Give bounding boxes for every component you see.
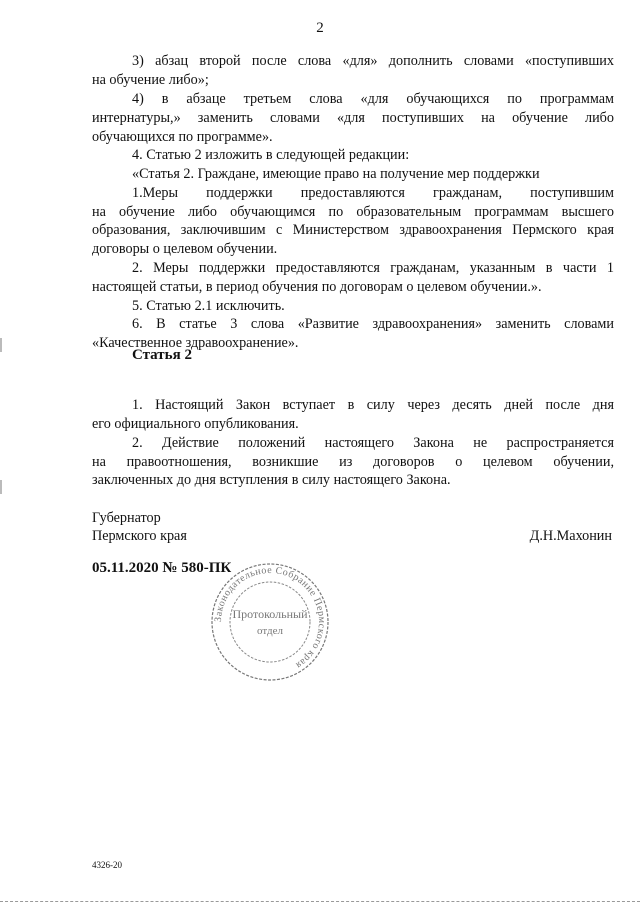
stamp-center-line1: Протокольный bbox=[232, 607, 308, 621]
body-line: на обучение либо»; bbox=[92, 72, 209, 88]
body-line: интернатуры,» заменить словами «для поступивших на обучение либо bbox=[92, 110, 614, 126]
body-line: 6. В статье 3 слова «Развитие здравоохранения» заменить словами bbox=[132, 316, 614, 332]
body-line: договоры о целевом обучении. bbox=[92, 241, 278, 257]
body-line: 1.Меры поддержки предоставляются гражданам, поступившим bbox=[132, 185, 614, 201]
signatory-title-line2: Пермского края bbox=[92, 528, 187, 544]
scan-edge-mark bbox=[0, 480, 2, 494]
article-heading: Статья 2 bbox=[132, 347, 192, 363]
body-line: 1. Настоящий Закон вступает в силу через десять дней после дня bbox=[132, 397, 614, 413]
body-line: настоящей статьи, в период обучения по договорам о целевом обучении.». bbox=[92, 279, 542, 295]
body-line: образования, заключившим с Министерством здравоохранения Пермского края bbox=[92, 222, 614, 238]
body-line: на обучение либо обучающимся по образовательным программам высшего bbox=[92, 204, 614, 220]
law-date-number: 05.11.2020 № 580-ПК bbox=[92, 560, 232, 576]
body-line: 3) абзац второй после слова «для» дополнить словами «поступивших bbox=[132, 53, 614, 69]
scan-edge-mark bbox=[0, 338, 2, 352]
body-line: 2. Меры поддержки предоставляются гражданам, указанным в части 1 bbox=[132, 260, 614, 276]
official-stamp bbox=[205, 560, 335, 685]
body-line: обучающихся по программе». bbox=[92, 129, 273, 145]
body-line: заключенных до дня вступления в силу настоящего Закона. bbox=[92, 472, 451, 488]
page-number: 2 bbox=[316, 20, 324, 36]
document-code: 4326-20 bbox=[92, 860, 122, 870]
body-line: на правоотношения, возникшие из договоров о целевом обучении, bbox=[92, 454, 614, 470]
body-line: 4) в абзаце третьем слова «для обучающихся по программам bbox=[132, 91, 614, 107]
body-line: его официального опубликования. bbox=[92, 416, 299, 432]
scan-bottom-rule bbox=[0, 901, 640, 902]
body-line: 5. Статью 2.1 исключить. bbox=[132, 298, 285, 314]
signatory-name: Д.Н.Махонин bbox=[529, 528, 612, 544]
stamp-ring-text: Законодательное Собрание Пермского края bbox=[212, 564, 328, 671]
body-line: 2. Действие положений настоящего Закона не распространяется bbox=[132, 435, 614, 451]
body-line: «Качественное здравоохранение». bbox=[92, 335, 299, 351]
signatory-title-line1: Губернатор bbox=[92, 510, 161, 526]
body-line: 4. Статью 2 изложить в следующей редакции: bbox=[132, 147, 410, 163]
stamp-center-line2: отдел bbox=[257, 625, 283, 637]
body-line: «Статья 2. Граждане, имеющие право на получение мер поддержки bbox=[132, 166, 540, 182]
